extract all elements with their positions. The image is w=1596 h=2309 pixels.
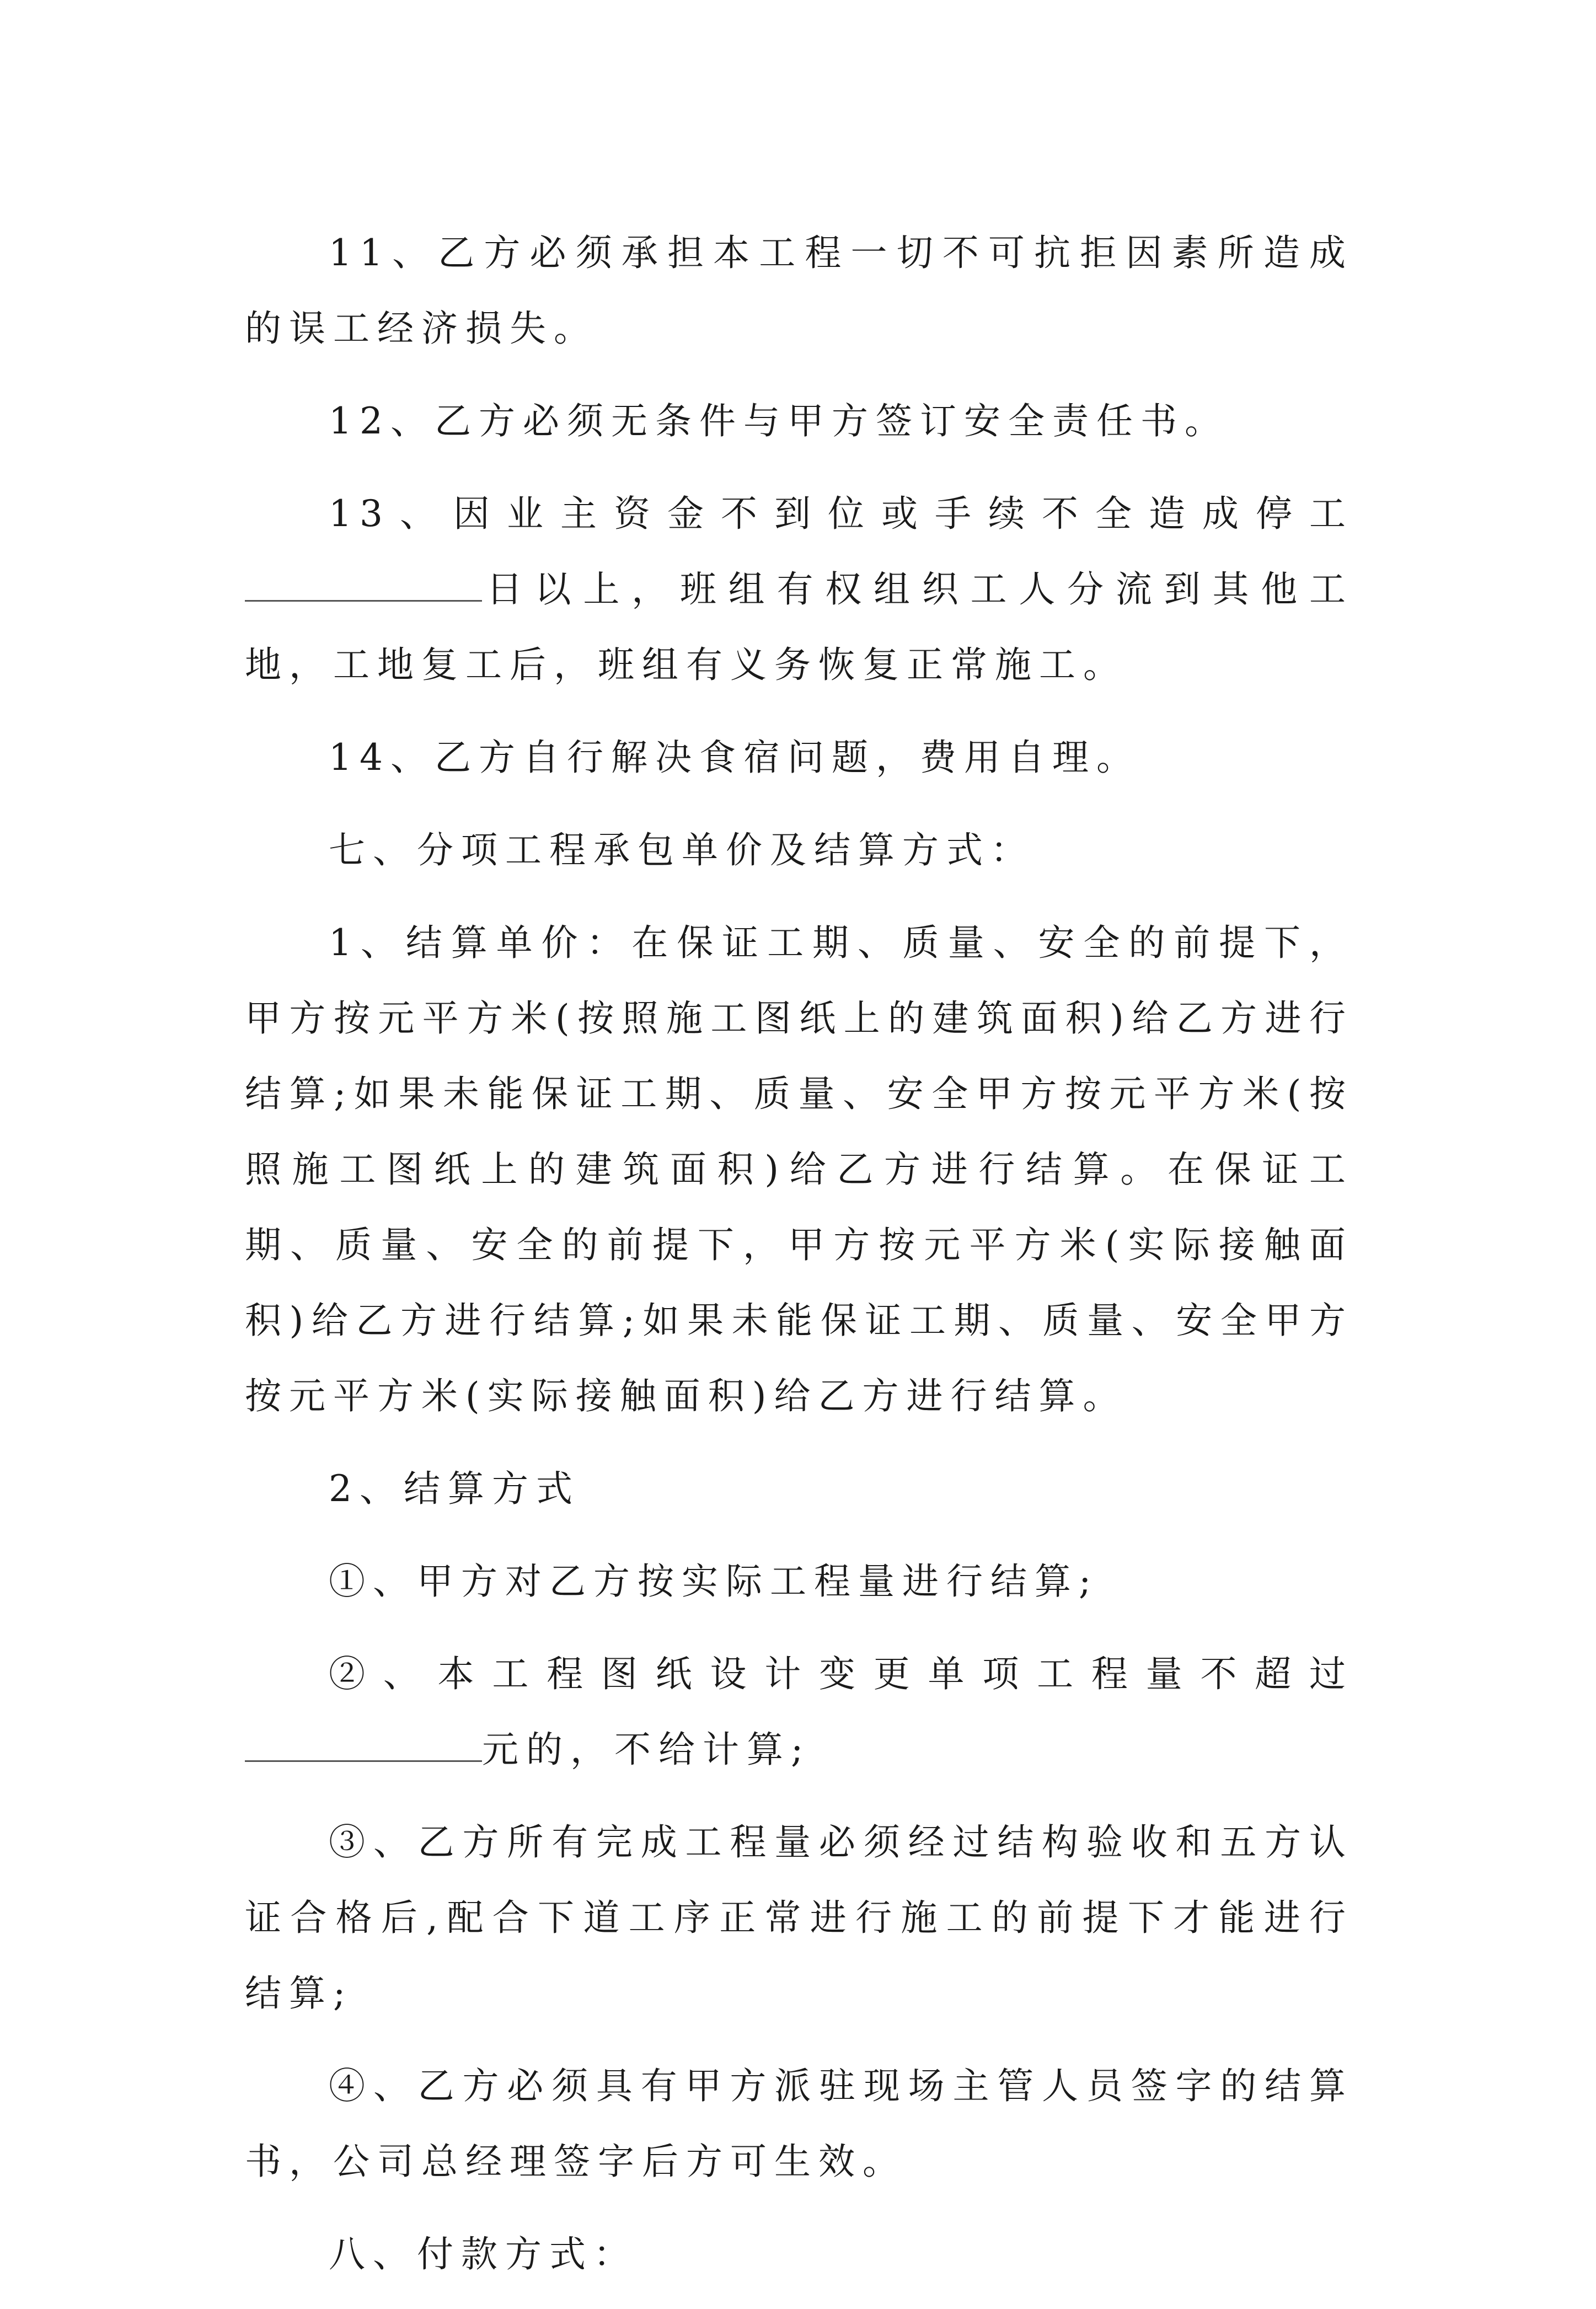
clause-14-text: 14、乙方自行解决食宿问题，费用自理。 <box>329 736 1140 779</box>
section-8-heading <box>245 2216 1353 2292</box>
settlement-rule-2 <box>245 1636 1353 1787</box>
clause-14 <box>245 720 1353 795</box>
settlement-rule-2-blank-amount <box>245 1727 482 1762</box>
document-body <box>245 215 1353 2309</box>
clause-13-text-before: 13、因业主资金不到位或手续不全造成停工 <box>329 492 1353 535</box>
clause-11 <box>245 215 1353 366</box>
settlement-rule-2-text-after: 元的，不给计算; <box>482 1728 811 1771</box>
settlement-rule-3 <box>245 1804 1353 2031</box>
section-7-item-1-text: 1、结算单价：在保证工期、质量、安全的前提下，甲方按元平方米(按照施工图纸上的建筑面积)给乙方进行结算;如果未能保证工期、质量、安全甲方按元平方米(按照施工图纸上的建筑面积)给乙方进行结算。在保证工期、质量、安全的前提下，甲方按元平方米(实际接触面积)给乙方进行结算;如果未能保证工期、质量、安全甲方按元平方米(实际接触面积)给乙方进行结算。 <box>245 922 1353 1417</box>
settlement-rule-4-text: ④、乙方必须具有甲方派驻现场主管人员签字的结算书，公司总经理签字后方可生效。 <box>245 2065 1353 2183</box>
clause-13-text-after: 日以上，班组有权组织工人分流到其他工地，工地复工后，班组有义务恢复正常施工。 <box>245 568 1353 686</box>
clause-13 <box>245 476 1353 703</box>
settlement-rule-4 <box>245 2048 1353 2199</box>
settlement-rule-1 <box>245 1544 1353 1619</box>
settlement-rule-3-text: ③、乙方所有完成工程量必须经过结构验收和五方认证合格后,配合下道工序正常进行施工的前提下才能进行结算; <box>245 1821 1353 2015</box>
clause-11-text: 11、乙方必须承担本工程一切不可抗拒因素所造成的误工经济损失。 <box>245 232 1353 350</box>
section-7-item-2-text: 2、结算方式 <box>329 1467 580 1510</box>
section-7-item-1 <box>245 905 1353 1434</box>
clause-12 <box>245 383 1353 459</box>
clause-13-blank-days <box>245 567 482 602</box>
section-8-heading-text: 八、付款方式： <box>329 2233 638 2275</box>
section-7-heading <box>245 812 1353 888</box>
settlement-rule-2-text-before: ②、本工程图纸设计变更单项工程量不超过 <box>329 1653 1353 1695</box>
section-7-heading-text: 七、分项工程承包单价及结算方式： <box>329 829 1035 871</box>
clause-12-text: 12、乙方必须无条件与甲方签订安全责任书。 <box>329 400 1229 442</box>
settlement-rule-1-text: ①、甲方对乙方按实际工程量进行结算; <box>329 1560 1099 1603</box>
section-7-item-2 <box>245 1451 1353 1526</box>
